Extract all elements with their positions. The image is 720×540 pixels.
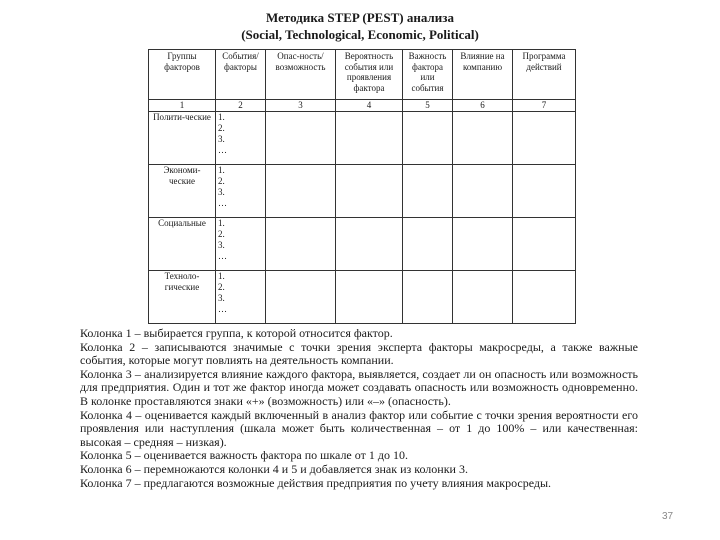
item-line: 3. <box>218 240 225 250</box>
item-line: 2. <box>218 123 225 133</box>
empty-cell <box>513 165 576 218</box>
item-line: 3. <box>218 134 225 144</box>
column-number-row <box>149 100 576 112</box>
table-row-political <box>149 112 576 165</box>
column-number: 2 <box>216 100 266 112</box>
item-line: 1. <box>218 165 225 175</box>
note-paragraph: Колонка 5 – оценивается важность фактора по шкале от 1 до 10. <box>80 448 408 463</box>
item-line: … <box>218 251 227 261</box>
header-cell: Влияние на компанию <box>453 50 513 100</box>
empty-cell <box>266 271 336 324</box>
note-paragraph: Колонка 3 – анализируется влияние каждого фактора, выявляется, создает ли он опасность или возможность для предприятия. Один и тот же фактор иногда может создавать опасность или возможность одновременно. В колонке проставляются знаки «+» (возможность) или «–» (опасность). <box>80 366 638 408</box>
column-number: 5 <box>403 100 453 112</box>
note-paragraph: Колонка 7 – предлагаются возможные действия предприятия по учету влияния макросреды. <box>80 475 552 490</box>
item-line: 3. <box>218 187 225 197</box>
note-paragraph: Колонка 2 – записываются значимые с точки зрения эксперта факторы макросреды, а также важные события, которые могут повлиять на деятельность компании. <box>80 339 638 368</box>
item-line: 2. <box>218 229 225 239</box>
item-line: 2. <box>218 282 225 292</box>
note-paragraph: Колонка 1 – выбирается группа, к которой относится фактор. <box>80 326 393 340</box>
group-cell: Экономи-ческие <box>149 165 216 218</box>
column-number: 7 <box>513 100 576 112</box>
empty-cell <box>336 218 403 271</box>
empty-cell <box>266 218 336 271</box>
items-cell <box>216 112 266 165</box>
empty-cell <box>336 165 403 218</box>
item-line: … <box>218 198 227 208</box>
item-line: 2. <box>218 176 225 186</box>
header-cell: События/ факторы <box>216 50 266 100</box>
header-cell: Опас-ность/ возможность <box>266 50 336 100</box>
empty-cell <box>453 218 513 271</box>
empty-cell <box>513 271 576 324</box>
header-cell: Вероятность события или проявления фактора <box>336 50 403 100</box>
column-number: 3 <box>266 100 336 112</box>
item-line: … <box>218 145 227 155</box>
empty-cell <box>403 165 453 218</box>
header-cell: Программа действий <box>513 50 576 100</box>
items-cell <box>216 271 266 324</box>
note-paragraph: Колонка 4 – оценивается каждый включенный в анализ фактор или событие с точки зрения вероятности его проявления или наступления (шкала может быть количественная – от 1 до 100% – или качественная: высокая – средняя – низкая). <box>80 407 638 449</box>
table-row-technological <box>149 271 576 324</box>
header-cell: Группы факторов <box>149 50 216 100</box>
empty-cell <box>336 112 403 165</box>
column-number: 6 <box>453 100 513 112</box>
column-notes <box>80 327 638 490</box>
group-cell: Полити-ческие <box>149 112 216 165</box>
empty-cell <box>403 112 453 165</box>
note-paragraph: Колонка 6 – перемножаются колонки 4 и 5 и добавляется знак из колонки 3. <box>80 461 468 476</box>
page-title: Методика STEP (PEST) анализа <box>266 10 454 25</box>
table-row-social <box>149 218 576 271</box>
items-cell <box>216 218 266 271</box>
page-subtitle: (Social, Technological, Economic, Political) <box>241 27 479 42</box>
empty-cell <box>336 271 403 324</box>
empty-cell <box>513 112 576 165</box>
column-number: 4 <box>336 100 403 112</box>
empty-cell <box>453 112 513 165</box>
empty-cell <box>403 218 453 271</box>
empty-cell <box>403 271 453 324</box>
empty-cell <box>513 218 576 271</box>
empty-cell <box>266 112 336 165</box>
empty-cell <box>266 165 336 218</box>
table-row-economic <box>149 165 576 218</box>
item-line: 3. <box>218 293 225 303</box>
item-line: 1. <box>218 112 225 122</box>
column-number: 1 <box>149 100 216 112</box>
pest-table <box>148 49 576 324</box>
empty-cell <box>453 165 513 218</box>
item-line: 1. <box>218 271 225 281</box>
group-cell: Техноло-гические <box>149 271 216 324</box>
items-cell <box>216 165 266 218</box>
group-cell: Социальные <box>149 218 216 271</box>
item-line: 1. <box>218 218 225 228</box>
table-header-row <box>149 50 576 100</box>
header-cell: Важность фактора или события <box>403 50 453 100</box>
page-number: 37 <box>662 511 674 522</box>
item-line: … <box>218 304 227 314</box>
empty-cell <box>453 271 513 324</box>
